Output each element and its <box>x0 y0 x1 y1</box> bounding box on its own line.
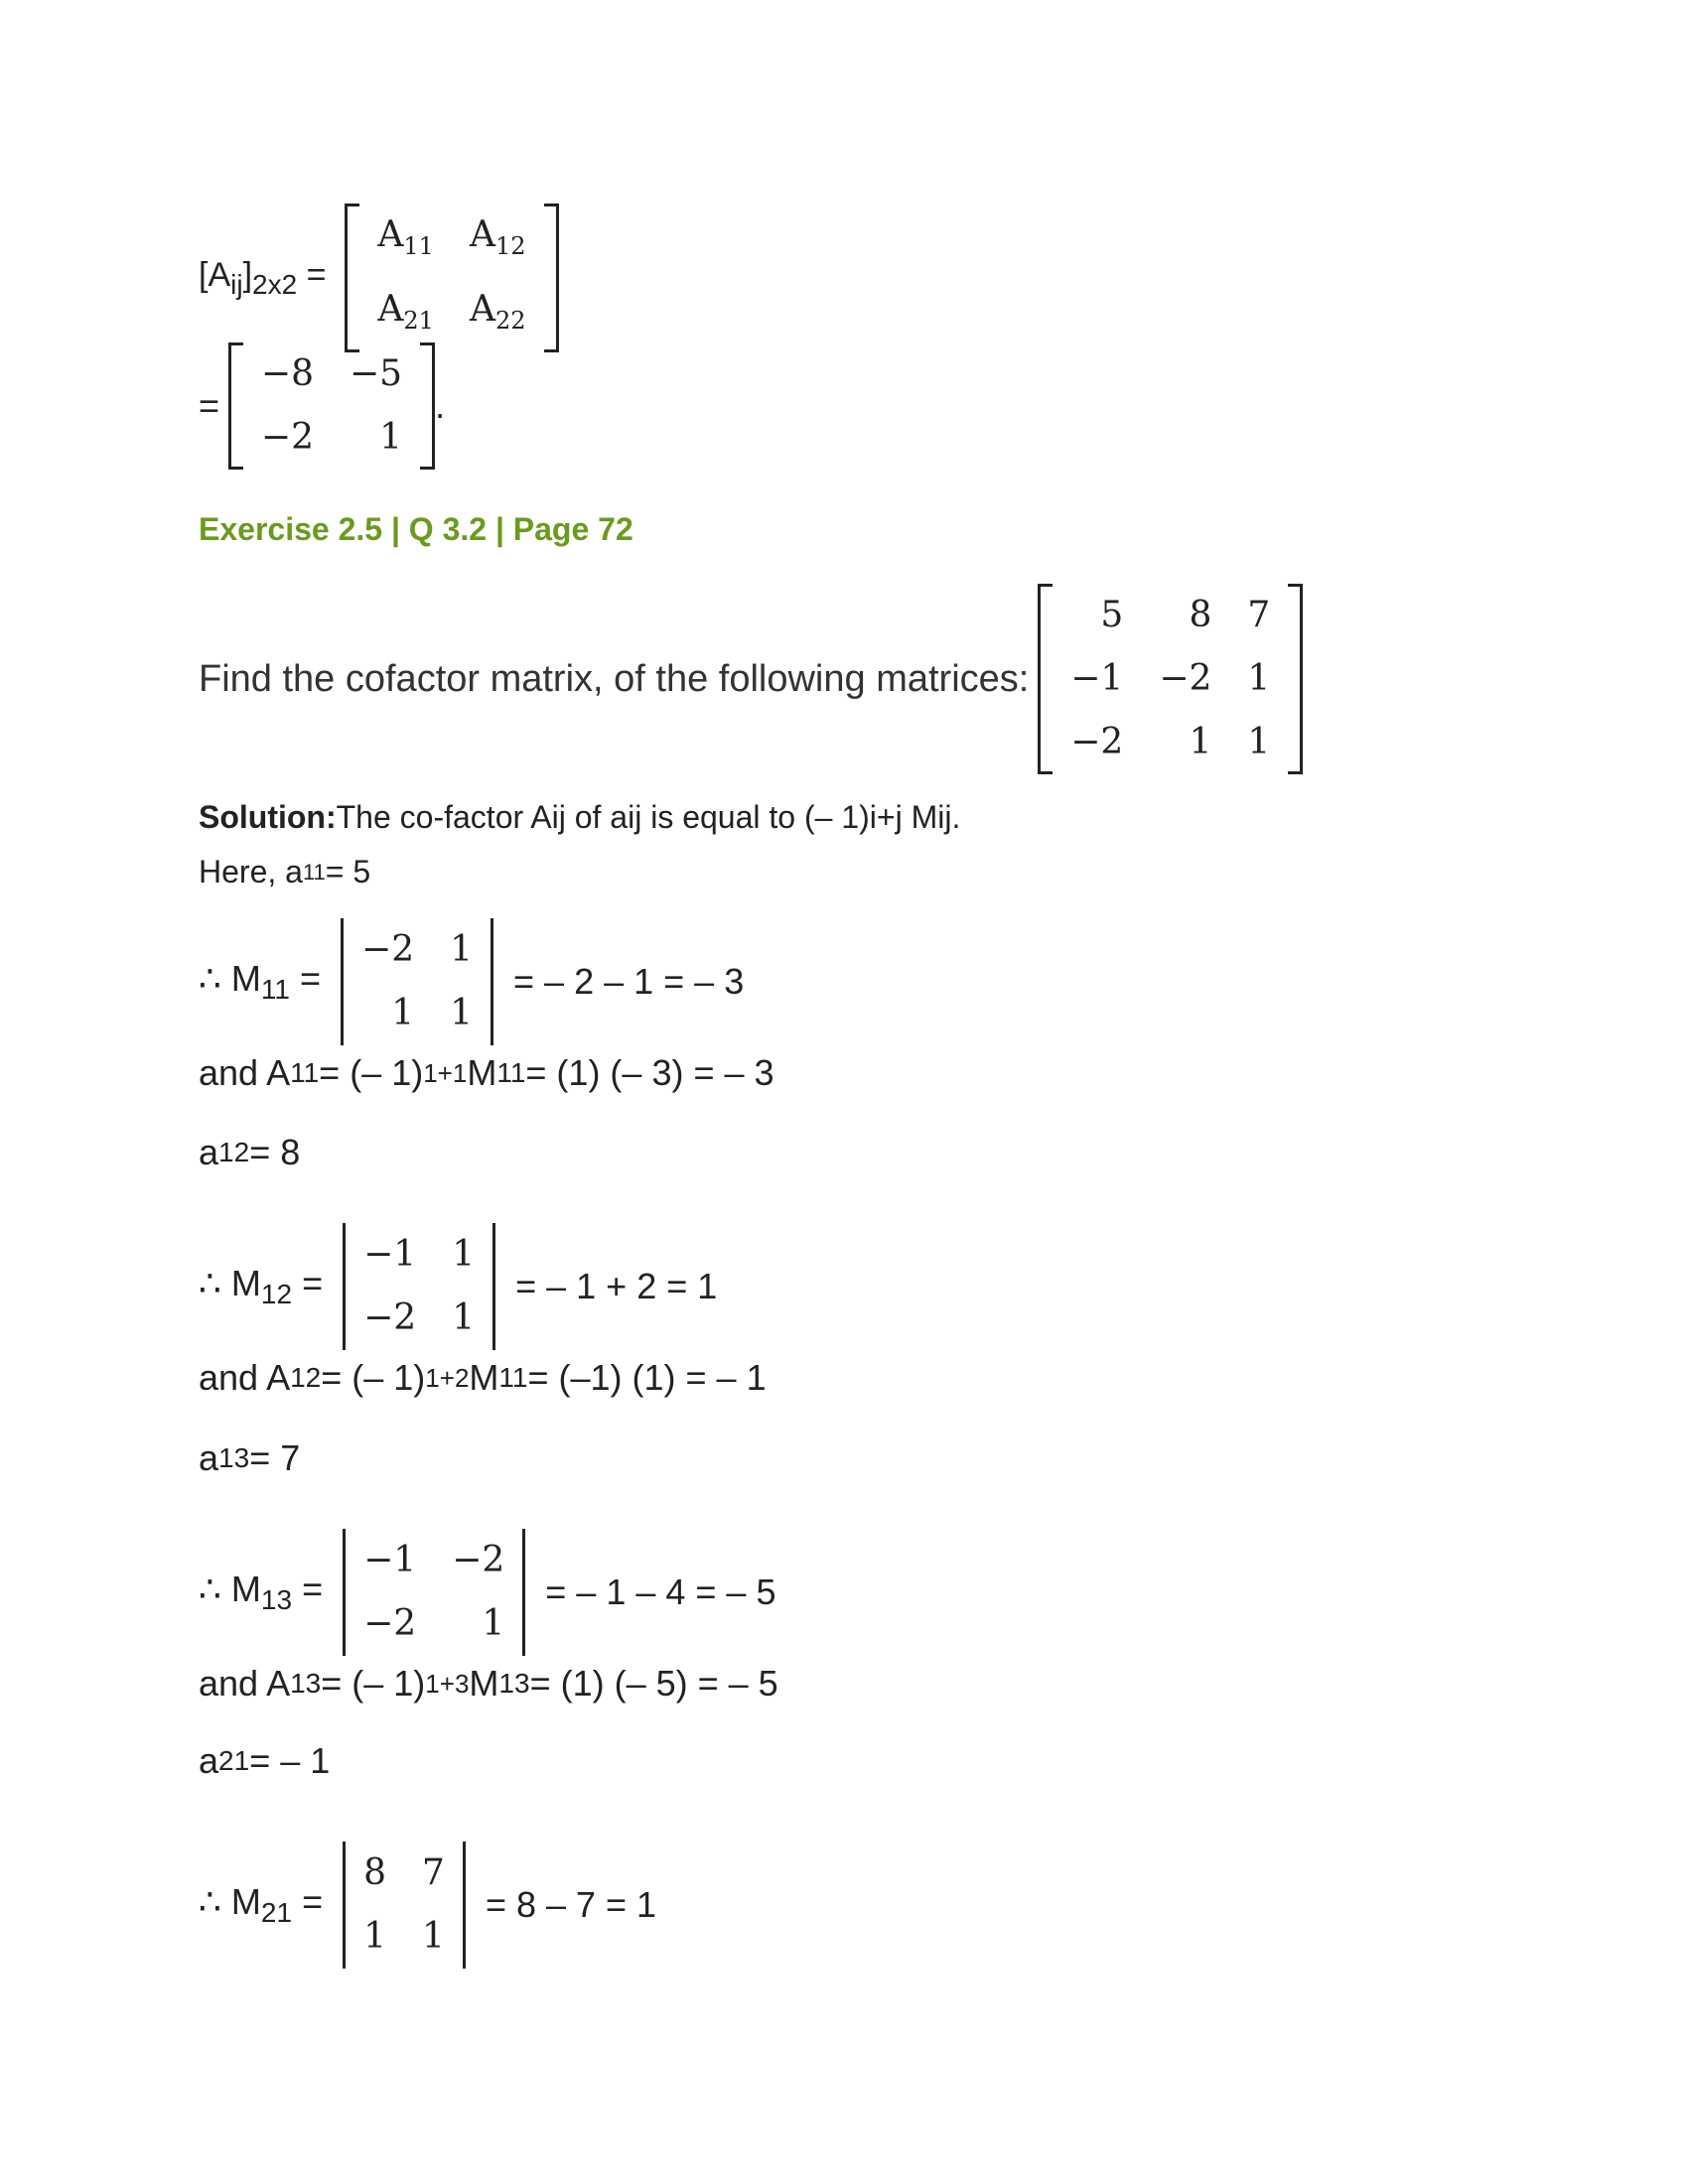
cofactor-symbol-matrix: $A_{11}$ $A_{12}$ $A_{21}$ $A_{22}$ <box>345 204 558 352</box>
m12-determinant: −1 1 −2 1 <box>343 1223 495 1350</box>
question-block <box>199 584 1303 774</box>
cofactor-value-matrix: −8 −5 −2 1 <box>228 342 435 470</box>
question-text: Find the cofactor matrix, of the following matrices: <box>199 657 1030 700</box>
solution-line <box>199 799 960 836</box>
m21-line: ∴ $M_{21}$ = 8 7 1 1 = 8 – 7 = 1 <box>199 1842 656 1969</box>
equals-sign: = <box>199 385 220 426</box>
m11-line: ∴ $M_{11}$ = −2 1 1 1 = – 2 – 1 = – 3 <box>199 918 744 1045</box>
question-matrix: 5 8 7 −1 −2 1 −2 1 1 <box>1038 584 1303 774</box>
m13-determinant: −1 −2 −2 1 <box>343 1529 525 1656</box>
a13-value-line: a 13 = 7 <box>199 1437 301 1478</box>
solution-text: The co-factor Aij of aij is equal to (– 1)i+j Mij. <box>336 799 961 835</box>
aij-lhs: $[A_{ij}]_{2x2}$ = <box>199 255 327 300</box>
exercise-header: Exercise 2.5 | Q 3.2 | Page 72 <box>199 511 633 547</box>
a21-value-line: a 21 = – 1 <box>199 1740 331 1781</box>
m13-line: ∴ $M_{13}$ = −1 −2 −2 1 = – 1 – 4 = – 5 <box>199 1529 775 1656</box>
aij-values-line <box>199 342 445 470</box>
a12-value-line: a 12 = 8 <box>199 1132 301 1172</box>
here-line: Here, a 11 = 5 <box>199 854 371 889</box>
m11-determinant: −2 1 1 1 <box>341 918 493 1045</box>
a11-line: and A 11 = (– 1) 1+1 M 11 = (1) (– 3) = – 3 <box>199 1052 774 1093</box>
a12-line: and A 12 = (– 1) 1+2 M 11 = (–1) (1) = – 1 <box>199 1357 767 1398</box>
aij-matrix-definition <box>199 204 559 352</box>
a13-line: and A 13 = (– 1) 1+3 M 13 = (1) (– 5) = – 5 <box>199 1663 778 1704</box>
period: . <box>435 385 446 426</box>
m21-determinant: 8 7 1 1 <box>343 1842 466 1969</box>
m12-line: ∴ $M_{12}$ = −1 1 −2 1 = – 1 + 2 = 1 <box>199 1223 717 1350</box>
solution-label: Solution: <box>199 799 337 835</box>
